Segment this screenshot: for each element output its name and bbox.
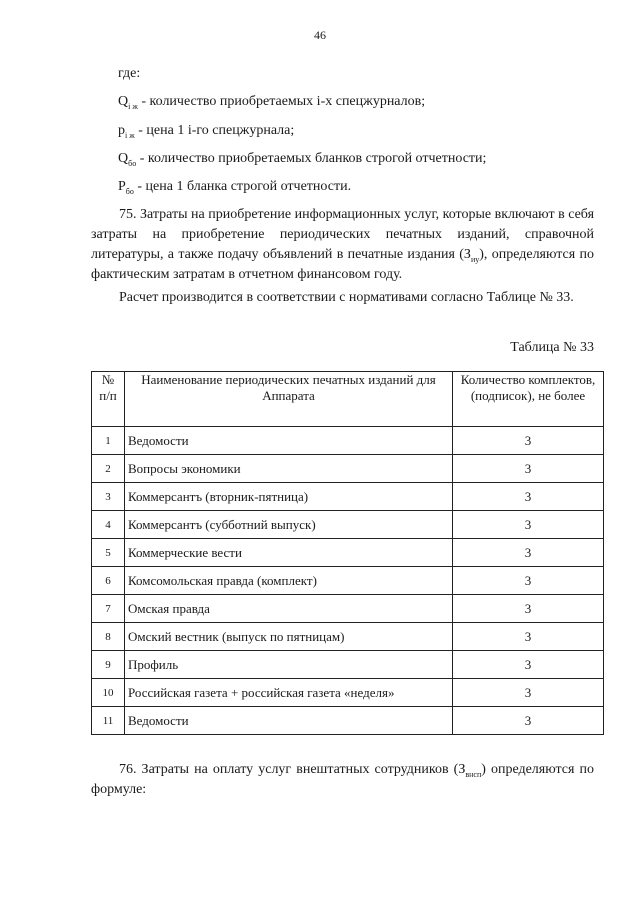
header-name: Наименование периодических печатных изданий для Аппарата: [125, 372, 453, 427]
table-row: [92, 595, 604, 623]
definition-pbo: [118, 179, 351, 196]
table-row: [92, 567, 604, 595]
row-name: Комсомольская правда (комплект): [125, 567, 453, 595]
paragraph-75-subscript: иу: [470, 254, 480, 264]
definition-piz: [118, 123, 294, 140]
definition-subscript: i ж: [125, 130, 135, 140]
table-row: [92, 455, 604, 483]
table-header-row: [92, 372, 604, 427]
row-name: Вопросы экономики: [125, 455, 453, 483]
table-row: [92, 511, 604, 539]
definition-text: - цена 1 i-го спецжурнала;: [134, 123, 295, 138]
paragraph-75-text-end: ), определяются по фактическим затратам в отчетном финансовом году.: [91, 247, 595, 282]
row-num: 2: [92, 455, 125, 483]
row-name: Ведомости: [125, 707, 453, 735]
row-name: Омская правда: [125, 595, 453, 623]
definition-text: - цена 1 бланка строгой отчетности.: [133, 179, 352, 194]
row-num: 5: [92, 539, 125, 567]
row-num: 6: [92, 567, 125, 595]
definition-symbol: Q: [118, 151, 129, 166]
row-num: 1: [92, 427, 125, 455]
table-row: [92, 483, 604, 511]
definition-qbo: [118, 151, 486, 168]
row-qty: 3: [453, 483, 604, 511]
row-num: 10: [92, 679, 125, 707]
table-row: [92, 623, 604, 651]
table-row: [92, 427, 604, 455]
header-qty: Количество комплектов, (подписок), не более: [453, 372, 604, 427]
row-qty: 3: [453, 595, 604, 623]
row-qty: 3: [453, 427, 604, 455]
row-qty: 3: [453, 679, 604, 707]
table-row: [92, 679, 604, 707]
row-name: Российская газета + российская газета «неделя»: [125, 679, 453, 707]
definition-qiz: [118, 94, 425, 111]
table-caption: Таблица № 33: [510, 340, 594, 355]
paragraph-76-text-end: ) определяются по формуле:: [91, 762, 595, 797]
row-num: 3: [92, 483, 125, 511]
row-name: Омский вестник (выпуск по пятницам): [125, 623, 453, 651]
definition-subscript: i ж: [128, 101, 138, 111]
definition-symbol: p: [118, 123, 125, 138]
paragraph-75-text: 75. Затраты на приобретение информационных услуг, которые включают в себя затраты на приобретение периодических печатных изданий, справочной литературы, а также подачу объявлений в печатные издания (З: [91, 207, 595, 262]
row-name: Ведомости: [125, 427, 453, 455]
row-qty: 3: [453, 567, 604, 595]
paragraph-76: [91, 760, 594, 800]
row-qty: 3: [453, 651, 604, 679]
row-num: 7: [92, 595, 125, 623]
row-name: Коммерческие вести: [125, 539, 453, 567]
row-qty: 3: [453, 455, 604, 483]
paragraph-76-subscript: внсп: [465, 769, 482, 779]
paragraph-75: [91, 205, 594, 285]
row-num: 4: [92, 511, 125, 539]
periodicals-table: [91, 371, 604, 735]
row-qty: 3: [453, 707, 604, 735]
row-name: Коммерсантъ (субботний выпуск): [125, 511, 453, 539]
definition-text: - количество приобретаемых бланков строгой отчетности;: [136, 151, 487, 166]
table-row: [92, 539, 604, 567]
definition-subscript: бо: [128, 158, 137, 168]
row-qty: 3: [453, 623, 604, 651]
definition-text: - количество приобретаемых i-х спецжурналов;: [137, 94, 426, 109]
row-num: 8: [92, 623, 125, 651]
table-row: [92, 651, 604, 679]
row-num: 11: [92, 707, 125, 735]
row-name: Профиль: [125, 651, 453, 679]
definition-symbol: P: [118, 179, 126, 194]
row-num: 9: [92, 651, 125, 679]
paragraph-76-text: 76. Затраты на оплату услуг внештатных сотрудников (З: [119, 762, 466, 777]
row-name: Коммерсантъ (вторник-пятница): [125, 483, 453, 511]
definitions-intro: где:: [118, 66, 141, 81]
paragraph-calculation: Расчет производится в соответствии с нормативами согласно Таблице № 33.: [119, 290, 574, 305]
table-row: [92, 707, 604, 735]
definition-subscript: бо: [125, 186, 134, 196]
page-number: 46: [314, 28, 326, 42]
row-qty: 3: [453, 511, 604, 539]
header-num: № п/п: [92, 372, 125, 427]
row-qty: 3: [453, 539, 604, 567]
definition-symbol: Q: [118, 94, 129, 109]
